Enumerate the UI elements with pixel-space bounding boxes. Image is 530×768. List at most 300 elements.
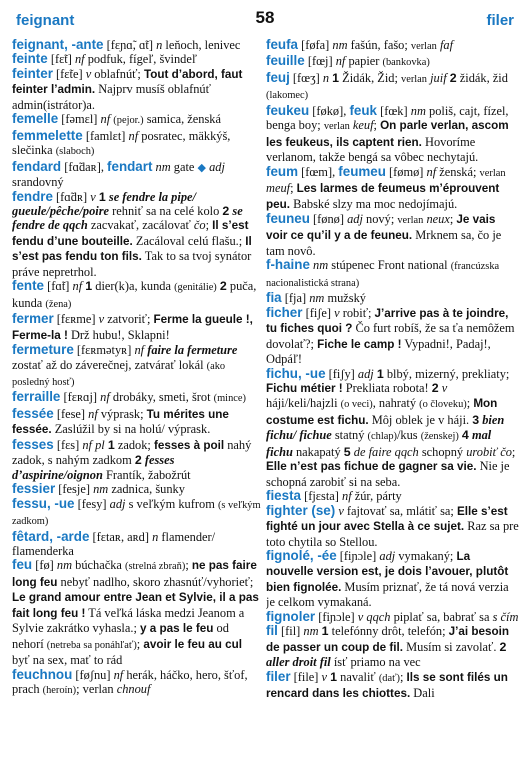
translation-text: Židák, Žid; xyxy=(339,70,402,85)
dictionary-entry xyxy=(266,549,520,610)
translation-text: piplať sa, babrať sa xyxy=(390,609,493,624)
grammar-label: adj xyxy=(209,159,225,174)
translation-text: schopný xyxy=(418,444,467,459)
translation-text: vymakaný; xyxy=(395,548,457,563)
sense-number: 4 xyxy=(461,428,469,443)
translation-text: poliš, cajt, fízel, benga boy; xyxy=(266,103,509,133)
example-phrase: La nouvelle version est, je dois l’avouer, plutôt bien fignolée. xyxy=(266,549,509,594)
translation-text: Zacáloval celú flašu.; xyxy=(132,233,246,248)
usage-note: (lakomec) xyxy=(266,90,309,102)
translation-text: židák, žid xyxy=(456,70,508,85)
translation-text: telefónny drôt, telefón; xyxy=(328,624,449,639)
headword: fente xyxy=(12,278,44,294)
sense-number: 1 xyxy=(332,70,340,85)
usage-note: (francúzska nacionalistická strana) xyxy=(266,261,500,289)
grammar-label: nf xyxy=(128,128,139,143)
grammar-label: nf xyxy=(88,406,98,421)
translation-text: Tak to sa tvoj synátor práve nepretrhol. xyxy=(12,249,252,279)
example-phrase: y a pas le feu xyxy=(140,622,214,636)
usage-note: (netreba sa ponáhľať) xyxy=(46,639,137,651)
idiom-phrase: se fendre la pipe/ gueule/pêche/poire xyxy=(12,189,196,218)
usage-note: (chlap) xyxy=(367,431,397,443)
pronunciation: [fœʒ] xyxy=(292,70,320,85)
dictionary-entry xyxy=(266,670,520,702)
translation-text: leňoch, lenivec xyxy=(162,38,241,52)
idiom-phrase: mal fichu xyxy=(266,428,492,459)
italic-label: faf xyxy=(439,38,454,52)
headword: femelle xyxy=(12,111,59,127)
grammar-label: n xyxy=(156,38,163,52)
translation-text: stúpenec Front national xyxy=(328,258,451,273)
headword: fichu, -ue xyxy=(266,365,326,381)
pronunciation: [fɛ̃te] xyxy=(56,66,83,81)
translation-text: ; xyxy=(185,558,192,573)
dictionary-entry xyxy=(12,52,262,66)
usage-note: (heroín) xyxy=(42,685,77,697)
grammar-label: v xyxy=(90,189,96,204)
translation-text: Hovoríme verlanom, takže bengá sa vôbec nechytajú. xyxy=(266,134,479,165)
pronunciation: [fɛtaʀ, aʀd] xyxy=(92,529,150,544)
pronunciation: [fømø] xyxy=(389,164,424,179)
translation-text: ; xyxy=(136,636,144,651)
translation-text: Raz sa pre toto chytila so Stellou. xyxy=(266,519,519,549)
translation-text: ; xyxy=(400,669,407,684)
headword: feuj xyxy=(266,69,290,85)
usage-note: verlan xyxy=(397,214,424,226)
usage-note: (s veľkým zadkom) xyxy=(12,499,261,528)
grammar-label: nf xyxy=(100,112,111,127)
example-phrase: Il s’est fendu d’une bouteille. xyxy=(12,219,249,248)
translation-text: byť na sex, mať to rád xyxy=(12,653,123,668)
italic-label: juif xyxy=(430,70,447,85)
grammar-label: v xyxy=(334,305,340,320)
headword: fia xyxy=(266,290,282,306)
translation-text: flamender/ flamenderka xyxy=(12,529,216,558)
pronunciation: [fɑ̃dʀ] xyxy=(56,189,88,204)
grammar-label: n xyxy=(152,529,159,544)
translation-text: Prekliata robota! xyxy=(342,380,432,395)
grammar-label: adj xyxy=(379,548,396,563)
translation-text: Musím si zavolať. xyxy=(403,639,500,654)
grammar-label: v xyxy=(98,312,105,327)
headword: feuille xyxy=(266,53,305,69)
dictionary-entry xyxy=(12,668,262,699)
dictionary-entry xyxy=(266,54,520,70)
translation-text: ; xyxy=(205,218,213,233)
translation-text: zostať až do záverečnej, zatvárať lokál xyxy=(12,357,207,372)
grammar-label: nf xyxy=(426,164,437,179)
grammar-label: nf xyxy=(72,279,83,294)
header-last-headword: filer xyxy=(486,12,514,29)
dictionary-entry xyxy=(12,312,262,343)
italic-label: neux xyxy=(426,211,450,226)
pronunciation: [føkø] xyxy=(312,103,344,118)
translation-text: posratec, mäkkýš, slečinka xyxy=(12,128,231,158)
idiom-phrase: faire la fermeture xyxy=(147,343,238,358)
translation-text: , xyxy=(343,103,350,118)
translation-text: od nehorí xyxy=(12,621,229,651)
headword: feignant, -ante xyxy=(12,38,104,52)
example-phrase: Tout d’abord, faut feinter l’admin. xyxy=(12,67,243,97)
headword: femmelette xyxy=(12,127,83,143)
headword: feukeu xyxy=(266,102,310,118)
translation-text: navaliť xyxy=(337,669,379,684)
example-phrase: Fiche le camp ! xyxy=(317,337,402,351)
usage-note: verlan xyxy=(401,73,427,85)
translation-text: fašún, fašo; xyxy=(347,38,411,52)
translation-text: herák, háčko, hero, šťof, prach xyxy=(12,667,248,697)
example-phrase: J’arrive pas à te joindre, tu fiches quoi ? xyxy=(266,306,509,336)
headword: ficher xyxy=(266,304,303,320)
translation-text: /kus xyxy=(396,428,421,443)
pronunciation: [fɛʀmətyʀ] xyxy=(76,343,132,358)
pronunciation: [fœj] xyxy=(307,54,333,69)
dictionary-entry xyxy=(12,160,262,190)
grammar-label: n xyxy=(322,70,330,85)
headword: fessée xyxy=(12,405,54,421)
headword: f-haine xyxy=(266,257,310,273)
translation-text: ísť priamo na vec xyxy=(330,655,421,670)
translation-text: výprask; xyxy=(97,406,147,421)
usage-note: (strelná zbraň) xyxy=(125,561,186,573)
grammar-label: nm xyxy=(410,103,426,118)
dictionary-entry xyxy=(266,104,520,165)
sense-number: 1 xyxy=(98,189,106,204)
translation-text: dier(k)a, kunda xyxy=(92,279,175,294)
pronunciation: [fese] xyxy=(56,406,86,421)
pronunciation: [føʃnu] xyxy=(75,667,111,682)
italic-label: meuf xyxy=(266,181,291,196)
dictionary-entry xyxy=(12,407,262,438)
header-first-headword: feignant xyxy=(16,12,75,29)
sense-number: 1 xyxy=(85,279,93,294)
grammar-label: adj xyxy=(357,366,374,381)
sense-number: 1 xyxy=(330,669,338,684)
headword: fendard xyxy=(12,158,62,174)
headword: feufa xyxy=(266,38,298,52)
usage-note: (slaboch) xyxy=(55,146,95,158)
headword: feu xyxy=(12,557,33,573)
translation-text: žúr, párty xyxy=(351,489,402,504)
usage-note: (ako posledný hosť) xyxy=(12,360,226,388)
page-number: 58 xyxy=(255,8,275,27)
grammar-label: nm xyxy=(155,159,171,174)
idiom-phrase: aller droit fil xyxy=(266,655,331,670)
example-phrase: On parle verlan, ascom les feukeus, ils captent rien. xyxy=(266,119,509,149)
dictionary-entry xyxy=(266,165,520,212)
pronunciation: [fjɛsta] xyxy=(304,489,339,504)
translation-text: , xyxy=(332,164,339,179)
grammar-label: nm xyxy=(309,291,325,306)
grammar-label: nf xyxy=(335,54,346,69)
pronunciation: [fɑ̃t] xyxy=(47,279,70,294)
sense-number: 1 xyxy=(376,366,384,381)
pronunciation: [famlɛt] xyxy=(85,128,126,143)
usage-note: (o veci) xyxy=(340,399,373,411)
grammar-label: nf xyxy=(100,390,110,405)
headword: fêtard, -arde xyxy=(12,528,90,544)
translation-text: ; xyxy=(290,181,297,196)
dictionary-entry xyxy=(12,530,262,559)
pronunciation: [fɛ̃t] xyxy=(50,52,72,67)
italic-label: de faire qqch xyxy=(353,444,419,459)
dictionary-entry xyxy=(12,38,262,52)
headword: feum xyxy=(266,163,298,179)
headword: fesses xyxy=(12,436,54,452)
example-phrase: Fichu métier ! xyxy=(266,381,343,395)
translation-text: ; xyxy=(466,396,474,411)
headword: fermeture xyxy=(12,342,74,358)
translation-text: Môj oblek je v háji. xyxy=(368,412,473,427)
usage-note: (ženskej) xyxy=(420,431,459,443)
pronunciation: [fɑ̃daʀ] xyxy=(64,159,101,174)
sense-number: 1 xyxy=(321,624,329,639)
pronunciation: [fesje] xyxy=(58,482,90,497)
translation-text: zadok; xyxy=(114,437,154,452)
translation-text: ; xyxy=(373,118,381,133)
usage-note: verlan xyxy=(479,167,506,179)
translation-text: oblafnúť; xyxy=(91,66,144,81)
headword: fignolé, -ée xyxy=(266,547,337,563)
usage-note: (genitálie) xyxy=(174,282,217,294)
translation-text: Vypadni!, Padaj!, Odpáľ! xyxy=(266,336,491,367)
headword: fessier xyxy=(12,481,56,497)
example-phrase: Ils se sont filés un rencard dans les chiottes. xyxy=(266,670,508,701)
headword: feuk xyxy=(349,102,377,118)
dictionary-entry xyxy=(266,71,520,104)
grammar-label: nf xyxy=(74,52,85,67)
translation-text: ; verlan xyxy=(76,682,117,697)
translation-text: podfuk, fígeľ, švindeľ xyxy=(84,52,197,67)
translation-text: Frantík, žabožrút xyxy=(102,467,191,482)
translation-text: Mrknem sa, čo je tam novô. xyxy=(266,228,502,258)
example-phrase: Elle s’est fighté un jour avec Stella à ce sujet. xyxy=(266,504,508,534)
dictionary-entry xyxy=(12,497,262,530)
sense-number: 2 xyxy=(431,380,439,395)
usage-note: verlan xyxy=(410,41,437,52)
headword: fignoler xyxy=(266,608,316,624)
translation-text: gate xyxy=(170,159,198,174)
dictionary-entry xyxy=(266,291,520,305)
grammar-label: v xyxy=(85,66,92,81)
translation-text: puča, kunda xyxy=(12,279,257,310)
usage-note: (dať) xyxy=(378,672,400,684)
sense-number: 2 xyxy=(222,203,230,218)
translation-text: Nie je schopná zarobiť si na seba. xyxy=(266,459,510,489)
translation-text: fajtovať sa, mlátiť sa; xyxy=(343,503,457,518)
example-phrase: Tu mérites une fessée. xyxy=(12,407,229,437)
headword: feinter xyxy=(12,65,53,81)
grammar-label: nf xyxy=(342,489,352,504)
pronunciation: [fiʃy] xyxy=(328,366,355,381)
translation-text: srandovný xyxy=(12,175,64,190)
translation-text: drobáky, smeti, šrot xyxy=(109,390,214,405)
diamond-icon: ◆ xyxy=(197,161,206,174)
translation-text: samica, ženská xyxy=(143,112,221,127)
dictionary-entry xyxy=(266,504,520,549)
italic-label: chnouf xyxy=(116,682,151,697)
translation-text: statný xyxy=(331,428,368,443)
grammar-label: adj xyxy=(347,211,363,226)
italic-label: v xyxy=(441,380,448,395)
sense-number: 2 xyxy=(449,70,457,85)
pronunciation: [fiɲɔle] xyxy=(318,609,355,624)
translation-text: Zaslúžil by si na holú/ výprask. xyxy=(51,422,211,437)
grammar-label: nf xyxy=(113,667,124,682)
translation-text: Dali xyxy=(410,686,435,701)
dictionary-entry xyxy=(12,558,262,667)
translation-text: ; xyxy=(449,211,457,226)
headword: fil xyxy=(266,623,278,639)
grammar-label: v xyxy=(321,669,328,684)
dictionary-entry xyxy=(266,610,520,624)
grammar-label: nm xyxy=(332,38,348,52)
pronunciation: [fil] xyxy=(281,624,301,639)
dictionary-entry xyxy=(12,343,262,390)
dictionary-entry xyxy=(12,279,262,312)
translation-text: Najprv musíš oblafnúť admin(istrátor)a. xyxy=(12,82,211,112)
translation-text: Čo furt robíš, že sa ťa nemôžem dovolať?; xyxy=(266,321,515,351)
headword: filer xyxy=(266,668,291,684)
pronunciation: [fø] xyxy=(35,558,54,573)
translation-text: Drž hubu!, Sklapni! xyxy=(67,327,170,342)
translation-text: nový; xyxy=(362,211,398,226)
dictionary-entry xyxy=(12,190,262,280)
headword: feuneu xyxy=(266,210,310,226)
grammar-label: nm xyxy=(313,258,329,273)
example-phrase: Elle n’est pas fichue de gagner sa vie. xyxy=(266,460,477,474)
grammar-label: nm xyxy=(56,558,73,573)
usage-note: (o človeku) xyxy=(419,399,467,411)
pronunciation: [fœk] xyxy=(380,103,408,118)
translation-text: Babské slzy ma moc nedojímajú. xyxy=(290,196,458,211)
headword: feumeu xyxy=(338,163,386,179)
headword: fendart xyxy=(107,158,153,174)
dictionary-entry xyxy=(12,67,262,112)
dictionary-entry xyxy=(266,489,520,503)
grammar-label: nm xyxy=(303,624,319,639)
example-phrase: fesses à poil xyxy=(153,438,225,452)
sense-number: 5 xyxy=(343,444,351,459)
sense-number: 2 xyxy=(134,453,142,468)
headword: fiesta xyxy=(266,488,301,504)
translation-text: , xyxy=(100,159,108,174)
headword: fendre xyxy=(12,188,53,204)
headword: ferraille xyxy=(12,389,61,405)
dictionary-entry xyxy=(12,438,262,482)
grammar-label: nm xyxy=(93,482,109,497)
example-phrase: Ferme la gueule !, Ferme-la ! xyxy=(12,313,253,342)
left-column xyxy=(12,38,262,764)
pronunciation: [fja] xyxy=(284,291,307,306)
idiom-phrase: fesses d’aspirine/oignon xyxy=(12,453,175,482)
sense-number: 1 xyxy=(107,437,115,452)
translation-text: nakapatý xyxy=(292,444,344,459)
pronunciation: [fœm] xyxy=(301,164,333,179)
example-phrase: J’ai besoin de passer un coup de fil. xyxy=(266,625,510,654)
dictionary-entry xyxy=(266,212,520,258)
grammar-label: v xyxy=(338,503,344,518)
translation-text: , nahratý xyxy=(372,396,420,411)
example-phrase: ne pas faire long feu xyxy=(12,559,257,589)
example-phrase: Je vais voir ce qu’il y a de feuneu. xyxy=(266,212,496,243)
dictionary-entry xyxy=(266,258,520,291)
italic-label: čo xyxy=(193,218,206,233)
sense-number: 2 xyxy=(219,279,227,294)
idiom-phrase: se fendre de qqch xyxy=(12,203,243,233)
page-header xyxy=(14,4,516,34)
pronunciation: [fɛʀɑj] xyxy=(63,390,98,405)
translation-text: robiť; xyxy=(339,305,375,320)
example-phrase: avoir le feu au cul xyxy=(143,637,243,651)
dictionary-entry xyxy=(12,129,262,160)
translation-text: zacvakať, zacálovať xyxy=(87,218,194,233)
right-column xyxy=(266,38,520,764)
translation-text: papier xyxy=(345,54,383,69)
pronunciation: [fɛɲɑ̃, ɑ̃t] xyxy=(106,38,153,52)
grammar-label: adj xyxy=(109,496,126,511)
translation-text: blbý, mizerný, prekliaty; xyxy=(383,366,510,381)
dictionary-entry xyxy=(266,624,520,669)
dictionary-entry xyxy=(12,482,262,496)
headword: feinte xyxy=(12,51,48,67)
translation-text: Musím priznať, že tá nová verzia je celkom vymakaná. xyxy=(266,579,509,610)
dictionary-entry xyxy=(12,390,262,406)
translation-text: Tá veľká láska medzi Jeanom a Sylvie zakrátko vyhasla.; xyxy=(12,605,245,636)
italic-label: s čím xyxy=(492,609,519,624)
translation-text: nahý zadok, s nahým zadkom xyxy=(12,437,252,468)
pronunciation: [fɛs] xyxy=(56,437,80,452)
headword: fessu, -ue xyxy=(12,495,75,511)
dictionary-entry xyxy=(266,306,520,367)
pronunciation: [fesy] xyxy=(77,496,107,511)
italic-label: keuf xyxy=(352,118,374,133)
pronunciation: [file] xyxy=(293,669,319,684)
translation-text: rehniť sa na celé kolo xyxy=(109,203,223,218)
usage-note: (žena) xyxy=(45,298,72,310)
pronunciation: [fiɲɔle] xyxy=(339,548,377,563)
example-phrase: Les larmes de feumeus m’éprouvent peu. xyxy=(266,182,500,211)
idiom-phrase: bien fichu/ fichue xyxy=(266,412,505,443)
pronunciation: [fønø] xyxy=(313,211,344,226)
example-phrase: Il s’est pas fendu ton fils. xyxy=(12,234,252,264)
usage-note: (mince) xyxy=(213,393,246,405)
translation-text: zatvoriť; xyxy=(104,312,154,327)
dictionary-entry xyxy=(266,38,520,54)
translation-text: búchačka xyxy=(72,558,126,573)
translation-text: s veľkým kufrom xyxy=(125,496,218,511)
grammar-label: v qqch xyxy=(357,609,391,624)
usage-note: (pejor.) xyxy=(113,115,144,127)
italic-label: urobiť čo xyxy=(466,444,512,459)
usage-note: verlan xyxy=(323,121,350,133)
pronunciation: [fəmɛl] xyxy=(61,112,98,127)
dictionary-entry xyxy=(266,367,520,490)
translation-text: ; xyxy=(511,444,516,459)
translation-text: háji/keli/hajzli xyxy=(266,396,341,411)
dictionary-entry xyxy=(12,112,262,128)
headword: feuchnou xyxy=(12,666,73,682)
translation-text: zadnica, šunky xyxy=(108,482,185,497)
sense-number: 3 xyxy=(472,412,480,427)
translation-text: mužský xyxy=(324,291,366,306)
usage-note: (bankovka) xyxy=(382,57,430,69)
sense-number: 2 xyxy=(499,639,507,654)
pronunciation: [fɛʀme] xyxy=(56,312,96,327)
headword: fermer xyxy=(12,311,54,327)
pronunciation: [føfa] xyxy=(301,38,330,52)
translation-text: ženská; xyxy=(436,164,480,179)
